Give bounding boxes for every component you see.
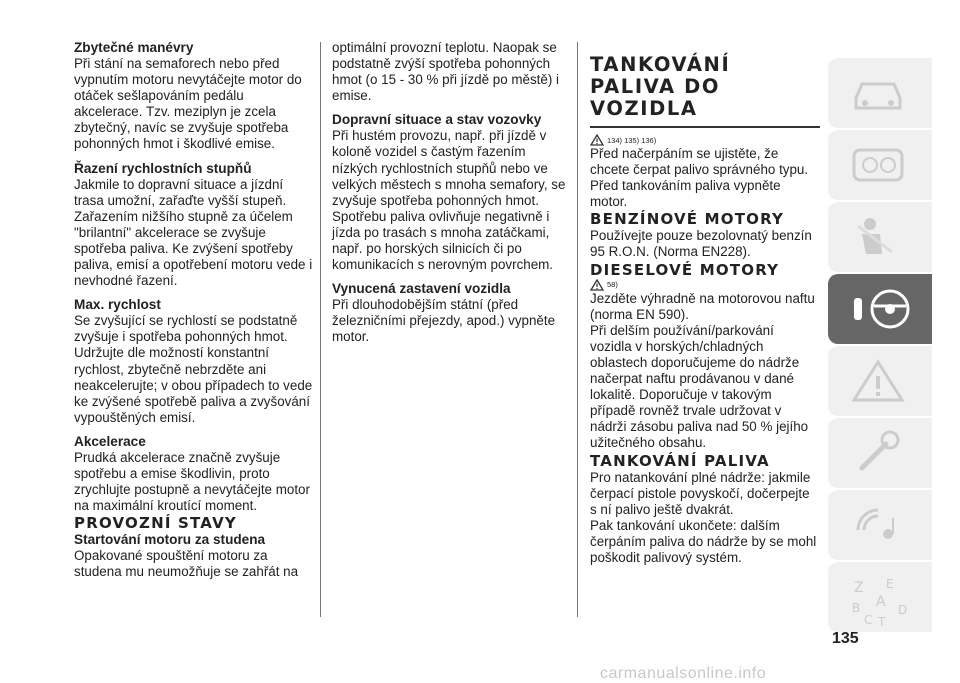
paragraph: Při hustém provozu, např. při jízdě v koloně vozidel s častým řazením nízkých rychlostních stupňů nebo ve velkých městech s mnoha semafory, se zvyšuje spotřeba pohonných hmot. Spotřebu paliva ovlivňuje negativně i jízda po trasách s mnoha zatáčkami, např. po horských silnicích či po komunikacích s nerovným povrchem. [332,128,566,273]
heading-cold-start: Startování motoru za studena [74,532,266,548]
tab-car[interactable] [828,58,932,128]
paragraph: Pro natankování plné nádrže: jakmile čerpací pistole povyskočí, dočerpejte s ní palivo ještě dvakrát. [590,469,811,517]
section-operating-conditions: PROVOZNÍ STAVY [74,514,237,533]
paragraph: Prudká akcelerace značně zvyšuje spotřebu a emise škodlivin, proto zrychlujte postupně a nevytáčejte motor na maximální kroutící moment. [74,449,310,514]
paragraph: Před načerpáním se ujistěte, že chcete čerpat palivo správného typu. [590,146,809,178]
tab-dashboard[interactable] [828,130,932,200]
tab-multimedia[interactable] [828,490,932,560]
title-rule [590,126,820,128]
heading-gear-shifting: Řazení rychlostních stupňů [74,160,252,176]
index-letter: C [864,613,873,627]
watermark: carmanualsonline.info [600,665,767,682]
steering-wheel-icon [848,284,918,334]
page-title: TANKOVÁNÍ PALIVA DO VOZIDLA [590,53,731,120]
index-letter: T [878,615,886,629]
index-letter: B [852,601,861,615]
heading-forced-stops: Vynucená zastavení vozidla [332,281,511,297]
index-letter: Z [854,580,864,596]
heading-acceleration: Akcelerace [74,433,146,449]
seatbelt-icon [848,212,908,262]
warning-triangle-icon [590,134,604,146]
paragraph: Před tankováním paliva vypněte motor. [590,178,781,210]
warning-triangle-icon [590,279,604,291]
column-divider [577,42,578,617]
warning-codes: 58) [607,280,618,290]
index-letter: E [886,577,894,591]
warning-references [590,134,818,146]
column-left [74,40,314,580]
page-number: 135 [832,630,859,647]
heading-max-speed: Max. rychlost [74,297,161,313]
warning-codes: 134) 135) 136) [607,135,657,145]
wrench-icon [848,428,908,478]
warning-triangle-icon [848,356,908,406]
index-letter: D [898,603,908,617]
heading-traffic-road: Dopravní situace a stav vozovky [332,112,542,128]
chapter-tabs [828,58,932,634]
tab-emergency[interactable] [828,346,932,416]
paragraph: Jakmile to dopravní situace a jízdní trasa umožní, zařaďte vyšší stupeň. Zařazením nižšího stupně za účelem "brilantní" akcelerace se zvyšuje spotřeba paliva. Ke zvýšení spotřeby paliva, emisí a opotřebení motoru vede i nevhodné řazení. [74,176,313,289]
dashboard-icon [848,140,908,190]
paragraph: Při delším používání/parkování vozidla v horských/chladných oblastech doporučujeme do nádrže načerpat naftu prodávanou v dané lokalitě. Doporučuje v takovým případě rovněž trvale udržovat v nádrži zásobu paliva nad 50 % jejího užitečného obsahu. [590,322,809,451]
warning-references [590,279,818,291]
section-diesel-engines: DIESELOVÉ MOTORY [590,260,780,279]
column-middle [332,40,568,346]
tab-index[interactable] [828,562,932,632]
paragraph: Jezděte výhradně na motorovou naftu (norma EN 590). [590,290,815,322]
paragraph: Se zvyšující se rychlostí se podstatně zvyšuje i spotřeba pohonných hmot. Udržujte dle možností konstantní rychlost, zbytečně nebrzděte ani neakcelerujte; v obou případech to vede ke zvýšené spotřebě paliva a zvyšování vypouštěných emisí. [74,313,313,425]
paragraph: optimální provozní teplotu. Naopak se podstatně zvýší spotřeba pohonných hmot (o 15 - 30 % při jízdě po městě) i emise. [332,40,559,104]
index-icon [848,572,918,632]
paragraph: Při stání na semaforech nebo před vypnutím motoru nevytáčejte motor do otáček sešlapováním pedálu akcelerace. Tzv. meziplyn je zcela zbytečný, navíc se zvyšuje spotřeba pohonných hmot i škodlivé emise. [74,56,302,152]
section-refuelling: TANKOVÁNÍ PALIVA [590,451,770,470]
index-letter: A [876,594,886,610]
paragraph: Při dlouhodobějším státní (před železničními přejezdy, apod.) vypněte motor. [332,297,556,345]
tab-maintenance[interactable] [828,418,932,488]
tab-safety[interactable] [828,202,932,272]
section-petrol-engines: BENZÍNOVÉ MOTORY [590,210,785,229]
tab-starting-driving[interactable] [828,274,932,344]
column-right [590,40,818,566]
heading-unnecessary-manoeuvres: Zbytečné manévry [74,40,194,55]
multimedia-icon [848,500,908,550]
paragraph: Pak tankování ukončete: dalším čerpáním paliva do nádrže by se mohl poškodit palivový systém. [590,517,817,565]
paragraph: Používejte pouze bezolovnatý benzín 95 R.O.N. (Norma EN228). [590,228,812,260]
column-divider [320,42,321,617]
car-icon [848,68,908,118]
paragraph: Opakované spouštění motoru za studena mu neumožňuje se zahřát na [74,548,299,580]
